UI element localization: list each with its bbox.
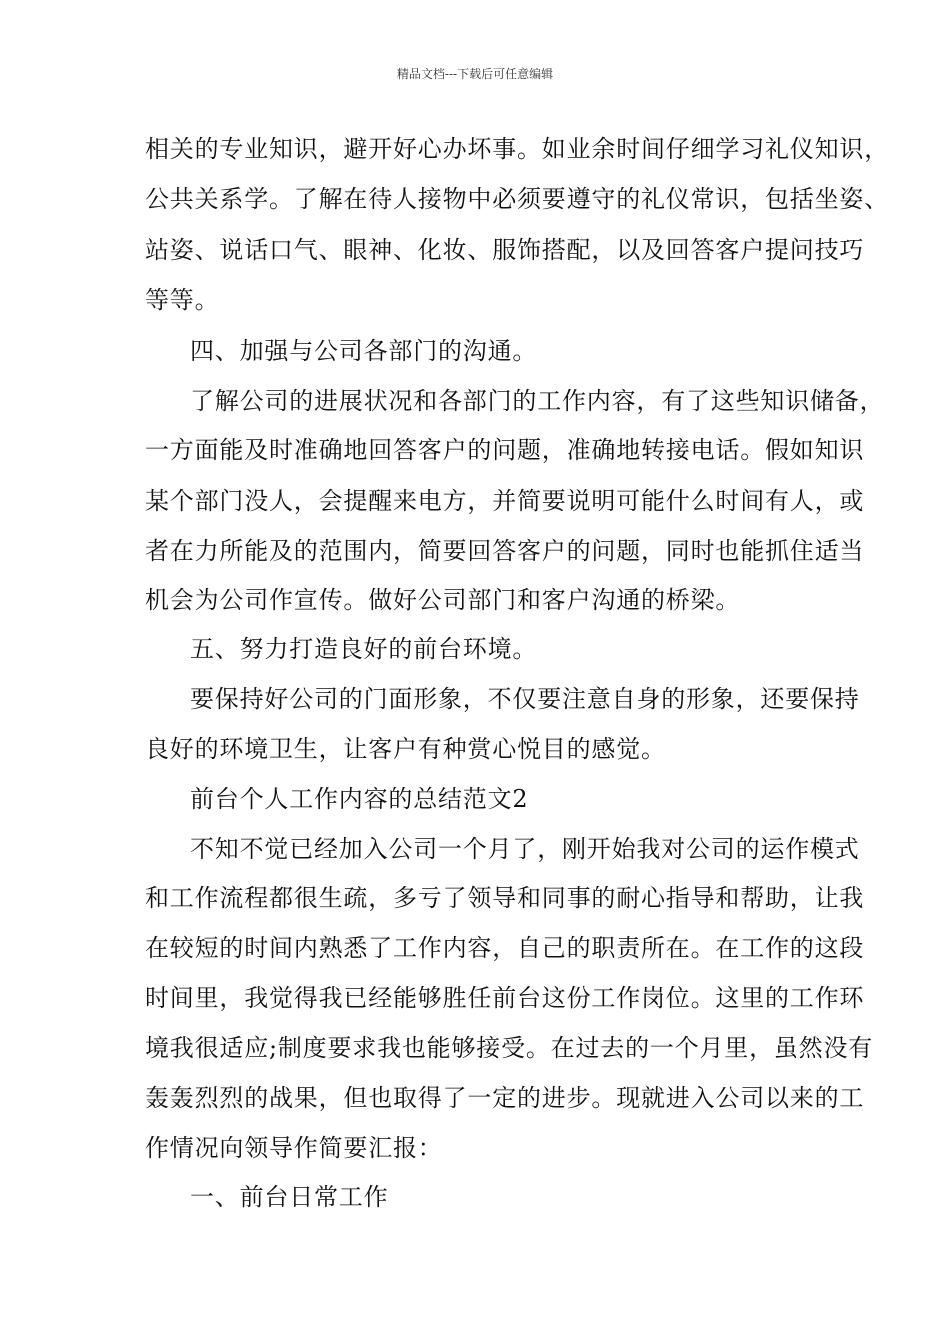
text-line: 不知不觉已经加入公司一个月了，刚开始我对公司的运作模式 [190,835,860,863]
section-heading: 一、前台日常工作 [190,1183,389,1211]
text-line: 机会为公司作宣传。做好公司部门和客户沟通的桥梁。 [145,586,741,614]
text-line: 相关的专业知识，避开好心办坏事。如业余时间仔细学习礼仪知识， [145,135,889,163]
text-line: 在较短的时间内熟悉了工作内容，自己的职责所在。在工作的这段 [145,934,865,962]
text-line: 轰轰烈烈的战果，但也取得了一定的进步。现就进入公司以来的工 [145,1084,865,1112]
text-line: 作情况向领导作简要汇报： [145,1134,443,1162]
text-line: 了解公司的进展状况和各部门的工作内容，有了这些知识储备， [190,387,885,415]
text-line: 公共关系学。了解在待人接物中必须要遵守的礼仪常识，包括坐姿、 [145,185,889,213]
text-line: 和工作流程都很生疏，多亏了领导和同事的耐心指导和帮助，让我 [145,884,865,912]
text-line: 一方面能及时准确地回答客户的问题，准确地转接电话。假如知识 [145,436,865,464]
section-heading: 五、努力打造良好的前台环境。 [190,635,538,663]
page-header: 精品文档---下载后可任意编辑 [396,67,554,81]
text-line: 时间里，我觉得我已经能够胜任前台这份工作岗位。这里的工作环 [145,984,865,1012]
text-line: 要保持好公司的门面形象，不仅要注意自身的形象，还要保持 [190,685,860,713]
text-line: 境我很适应;制度要求我也能够接受。在过去的一个月里，虽然没有 [145,1034,874,1062]
text-line: 良好的环境卫生，让客户有种赏心悦目的感觉。 [145,735,666,763]
section-heading: 四、加强与公司各部门的沟通。 [190,337,538,365]
text-line: 者在力所能及的范围内，简要回答客户的问题，同时也能抓住适当 [145,537,865,565]
text-line: 等等。 [145,286,220,314]
text-line: 站姿、说话口气、眼神、化妆、服饰搭配，以及回答客户提问技巧 [145,236,865,264]
article-title: 前台个人工作内容的总结范文2 [190,785,529,813]
text-line: 某个部门没人，会提醒来电方，并简要说明可能什么时间有人，或 [145,487,865,515]
